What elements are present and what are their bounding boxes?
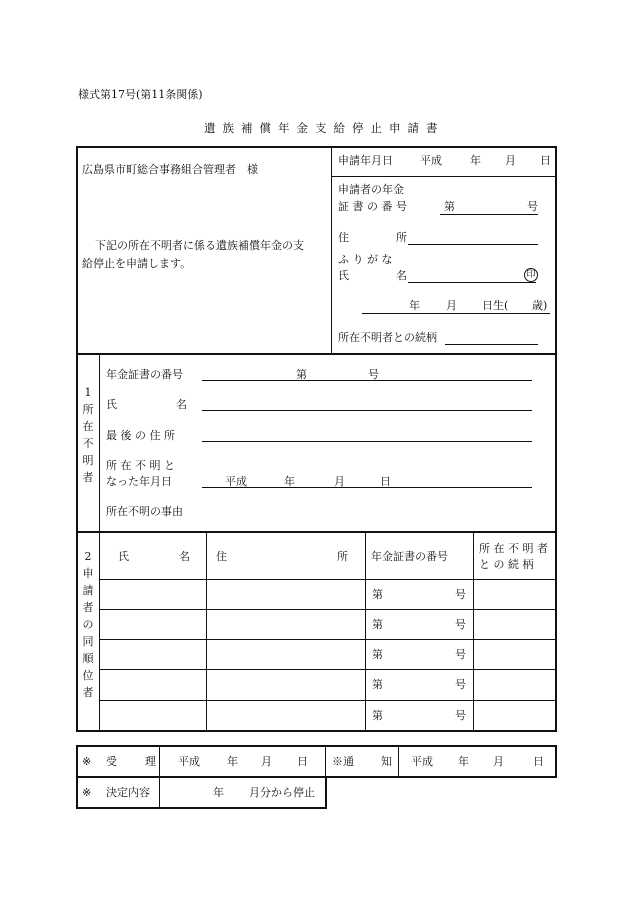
missing-name-line xyxy=(202,410,532,411)
request-text-line1: 下記の所在不明者に係る遺族補償年金の支 xyxy=(95,239,304,252)
row2-dai: 第 xyxy=(372,618,383,631)
row3-dai: 第 xyxy=(372,648,383,661)
applicant-name-label-1: 氏 xyxy=(338,269,349,282)
decision-year: 年 xyxy=(213,786,224,799)
office-divider-3 xyxy=(398,746,399,777)
receipt-month: 月 xyxy=(261,755,272,768)
birth-suffix: 生( xyxy=(493,299,509,312)
row1-dai: 第 xyxy=(372,588,383,601)
notice-day: 日 xyxy=(533,755,544,768)
missing-date-label-1: 所 在 不 明 と xyxy=(106,459,175,472)
relation-label: 所在不明者との続柄 xyxy=(338,331,437,344)
row4-dai: 第 xyxy=(372,678,383,691)
col-relation-2: と の 続 柄 xyxy=(479,558,534,571)
receipt-label-1: 受 xyxy=(106,755,117,768)
row2-go: 号 xyxy=(455,618,466,631)
applicant-cert-dai: 第 xyxy=(444,200,455,213)
section2-row-rule-2 xyxy=(100,609,556,610)
missing-date-line xyxy=(202,487,532,488)
col-relation-1: 所 在 不 明 者 xyxy=(479,542,548,555)
notice-year: 年 xyxy=(458,755,469,768)
section2-heading: 2 申 請 者 の 同 順 位 者 xyxy=(82,550,94,699)
birth-line xyxy=(362,313,550,314)
missing-name-label-2: 名 xyxy=(176,398,187,411)
relation-line xyxy=(445,344,538,345)
receipt-label-2: 理 xyxy=(145,755,156,768)
notice-label-2: 知 xyxy=(381,755,392,768)
receipt-era: 平成 xyxy=(178,755,200,768)
applicant-name-line xyxy=(408,282,536,283)
addressee: 広島県市町総合事務組合管理者 様 xyxy=(82,163,258,176)
section1-heading: 1 所 在 不 明 者 xyxy=(82,386,94,484)
missing-date-year: 年 xyxy=(284,475,295,488)
furigana-label: ふ り が な xyxy=(338,253,393,266)
notice-label-1: ※通 xyxy=(332,755,354,768)
section2-row-rule-4 xyxy=(100,669,556,670)
missing-cert-dai: 第 xyxy=(296,368,307,381)
missing-reason-label: 所在不明の事由 xyxy=(106,505,183,518)
missing-cert-line xyxy=(202,380,532,381)
apply-date-month: 月 xyxy=(505,154,516,167)
birth-year: 年 xyxy=(409,299,420,312)
missing-name-label-1: 氏 xyxy=(106,398,117,411)
row1-go: 号 xyxy=(455,588,466,601)
birth-day: 日 xyxy=(482,299,493,312)
notice-era: 平成 xyxy=(411,755,433,768)
col-name-2: 名 xyxy=(179,550,190,563)
missing-date-day: 日 xyxy=(380,475,391,488)
col-name-1: 氏 xyxy=(118,550,129,563)
apply-date-label: 申請年月日 xyxy=(338,154,393,167)
row5-dai: 第 xyxy=(372,709,383,722)
applicant-cert-line xyxy=(440,214,538,215)
applicant-address-label-2: 所 xyxy=(396,231,407,244)
notice-month: 月 xyxy=(493,755,504,768)
seal-mark: 印 xyxy=(524,268,538,282)
apply-date-year: 年 xyxy=(470,154,481,167)
top-right-rule xyxy=(331,176,556,177)
office-divider-1 xyxy=(159,746,160,777)
apply-date-day: 日 xyxy=(540,154,551,167)
applicant-cert-go: 号 xyxy=(527,200,538,213)
request-text-line2: 給停止を申請します。 xyxy=(82,257,192,270)
section2-row-rule-1 xyxy=(100,579,556,580)
receipt-year: 年 xyxy=(227,755,238,768)
col-address-1: 住 xyxy=(216,550,227,563)
col-cert: 年金証書の番号 xyxy=(371,550,448,563)
apply-date-era: 平成 xyxy=(420,154,442,167)
row3-go: 号 xyxy=(455,648,466,661)
office-divider-2 xyxy=(325,746,326,777)
decision-stop-text: 月分から停止 xyxy=(249,786,315,799)
col-address-2: 所 xyxy=(337,550,348,563)
missing-date-month: 月 xyxy=(334,475,345,488)
section1-heading-divider xyxy=(99,354,100,531)
applicant-address-label-1: 住 xyxy=(338,231,349,244)
section2-row-rule-3 xyxy=(100,639,556,640)
decision-label: 決定内容 xyxy=(106,786,150,799)
section2-row-rule-5 xyxy=(100,700,556,701)
form-number: 様式第17号(第11条関係) xyxy=(78,88,203,101)
receipt-mark: ※ xyxy=(82,755,92,768)
birth-month: 月 xyxy=(446,299,457,312)
row5-go: 号 xyxy=(455,709,466,722)
missing-cert-go: 号 xyxy=(368,368,379,381)
applicant-cert-label-1: 申請者の年金 xyxy=(338,183,404,196)
receipt-day: 日 xyxy=(297,755,308,768)
last-address-line xyxy=(202,441,532,442)
missing-date-era: 平成 xyxy=(225,475,247,488)
missing-cert-label: 年金証書の番号 xyxy=(106,368,183,381)
last-address-label: 最 後 の 住 所 xyxy=(106,429,175,442)
top-divider xyxy=(331,147,332,354)
missing-date-label-2: なった年月日 xyxy=(106,475,172,488)
decision-divider xyxy=(159,777,160,808)
applicant-address-line xyxy=(408,244,538,245)
age-label: 歳) xyxy=(532,299,548,312)
applicant-name-label-2: 名 xyxy=(396,269,407,282)
applicant-cert-label-2: 証 書 の 番 号 xyxy=(338,200,407,213)
form-title: 遺族補償年金支給停止申請書 xyxy=(204,121,445,135)
decision-mark: ※ xyxy=(82,786,92,799)
row4-go: 号 xyxy=(455,678,466,691)
